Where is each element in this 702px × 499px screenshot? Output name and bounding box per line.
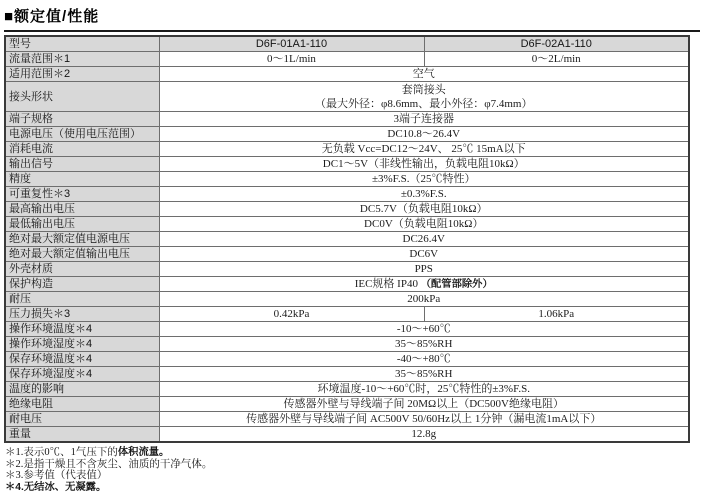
table-row — [5, 382, 689, 397]
table-row — [5, 322, 689, 337]
row-value-cell: DC6V — [159, 247, 689, 262]
row-label-cell: 输出信号 — [5, 157, 159, 172]
table-row — [5, 217, 689, 232]
row-label-cell: 保护构造 — [5, 277, 159, 292]
table-row — [5, 262, 689, 277]
footnote-line: ＊2.是指干燥且不含灰尘、油质的干净气体。 — [5, 458, 213, 470]
row-label-cell: 消耗电流 — [5, 142, 159, 157]
table-row — [5, 187, 689, 202]
row-value-cell: 无负载 Vcc=DC12～24V、 25℃ 15mA以下 — [159, 142, 689, 157]
footnote-line: ＊3.参考值（代表值） — [5, 470, 108, 481]
row-label-cell: 保存环境湿度＊4 — [5, 367, 159, 382]
row-value-cell: 传感器外壁与导线端子间 20MΩ以上（DC500V绝缘电阻） — [159, 397, 689, 412]
row-label-cell: 保存环境温度＊4 — [5, 352, 159, 367]
row-value-cell: PPS — [159, 262, 689, 277]
title-underline — [4, 30, 700, 32]
row-label-cell: 操作环境湿度＊4 — [5, 337, 159, 352]
row-value-cell: IEC规格 IP40 （配管部除外） — [159, 277, 689, 292]
row-label-cell: 最高输出电压 — [5, 202, 159, 217]
table-row — [5, 172, 689, 187]
row-value-cell: 套筒接头 （最大外径：φ8.6mm、最小外径：φ7.4mm） — [159, 82, 689, 112]
table-row — [5, 367, 689, 382]
row-value-cell: 空气 — [159, 67, 689, 82]
row-label-cell: 可重复性＊3 — [5, 187, 159, 202]
row-value-cell: 1.06kPa — [424, 307, 689, 322]
row-value-cell: -10～+60℃ — [159, 322, 689, 337]
row-value-cell: -40～+80℃ — [159, 352, 689, 367]
row-label-cell: 流量范围＊1 — [5, 52, 159, 67]
table-row — [5, 142, 689, 157]
row-value-cell: 环境温度-10～+60℃时，25℃特性的±3%F.S. — [159, 382, 689, 397]
table-header-row — [5, 36, 689, 52]
row-value-cell: 200kPa — [159, 292, 689, 307]
footnotes — [5, 447, 702, 493]
table-row — [5, 82, 689, 112]
row-value-cell: 传感器外壁与导线端子间 AC500V 50/60Hz以上 1分钟（漏电流1mA以下） — [159, 412, 689, 427]
row-label-cell: 耐压 — [5, 292, 159, 307]
row-value-cell: 0～1L/min — [159, 52, 424, 67]
row-value-cell: ±3%F.S.（25℃特性） — [159, 172, 689, 187]
row-value-cell: 35～85%RH — [159, 367, 689, 382]
row-label-cell: 耐电压 — [5, 412, 159, 427]
footnote-line: ＊4.无结冰、无凝露。 — [5, 481, 107, 493]
row-value-cell: 12.8g — [159, 427, 689, 443]
spec-table — [4, 35, 690, 443]
row-value-cell: 0.42kPa — [159, 307, 424, 322]
table-row — [5, 112, 689, 127]
row-value-cell: ±0.3%F.S. — [159, 187, 689, 202]
table-row — [5, 307, 689, 322]
row-value-cell: 35～85%RH — [159, 337, 689, 352]
table-row — [5, 412, 689, 427]
page-title: ■额定值/性能 — [4, 8, 100, 25]
header-label-cell: 型号 — [5, 36, 159, 52]
table-row — [5, 352, 689, 367]
model-header-cell-1: D6F-01A1-110 — [159, 36, 424, 52]
table-row — [5, 337, 689, 352]
row-label-cell: 接头形状 — [5, 82, 159, 112]
row-value-cell: 3端子连接器 — [159, 112, 689, 127]
table-row — [5, 157, 689, 172]
model-header-cell-2: D6F-02A1-110 — [424, 36, 689, 52]
row-value-cell: 0～2L/min — [424, 52, 689, 67]
table-row — [5, 277, 689, 292]
table-row — [5, 397, 689, 412]
row-label-cell: 绝缘电阻 — [5, 397, 159, 412]
row-label-cell: 电源电压（使用电压范围） — [5, 127, 159, 142]
table-row — [5, 292, 689, 307]
row-label-cell: 精度 — [5, 172, 159, 187]
table-row — [5, 52, 689, 67]
row-label-cell: 温度的影响 — [5, 382, 159, 397]
table-row — [5, 202, 689, 217]
footnote-line: ＊1.表示0℃、1气压下的体积流量。 — [5, 447, 170, 458]
table-row — [5, 67, 689, 82]
row-label-cell: 压力损失＊3 — [5, 307, 159, 322]
row-label-cell: 操作环境温度＊4 — [5, 322, 159, 337]
row-value-cell: DC0V（负载电阻10kΩ） — [159, 217, 689, 232]
table-row — [5, 127, 689, 142]
row-label-cell: 绝对最大额定值输出电压 — [5, 247, 159, 262]
table-row — [5, 247, 689, 262]
table-row — [5, 427, 689, 443]
row-label-cell: 外壳材质 — [5, 262, 159, 277]
row-label-cell: 端子规格 — [5, 112, 159, 127]
row-label-cell: 适用范围＊2 — [5, 67, 159, 82]
row-value-cell: DC10.8～26.4V — [159, 127, 689, 142]
row-label-cell: 最低输出电压 — [5, 217, 159, 232]
row-value-cell: DC5.7V（负载电阻10kΩ） — [159, 202, 689, 217]
row-value-cell: DC1～5V（非线性输出，负载电阻10kΩ） — [159, 157, 689, 172]
row-label-cell: 重量 — [5, 427, 159, 443]
row-value-cell: DC26.4V — [159, 232, 689, 247]
table-row — [5, 232, 689, 247]
row-label-cell: 绝对最大额定值电源电压 — [5, 232, 159, 247]
